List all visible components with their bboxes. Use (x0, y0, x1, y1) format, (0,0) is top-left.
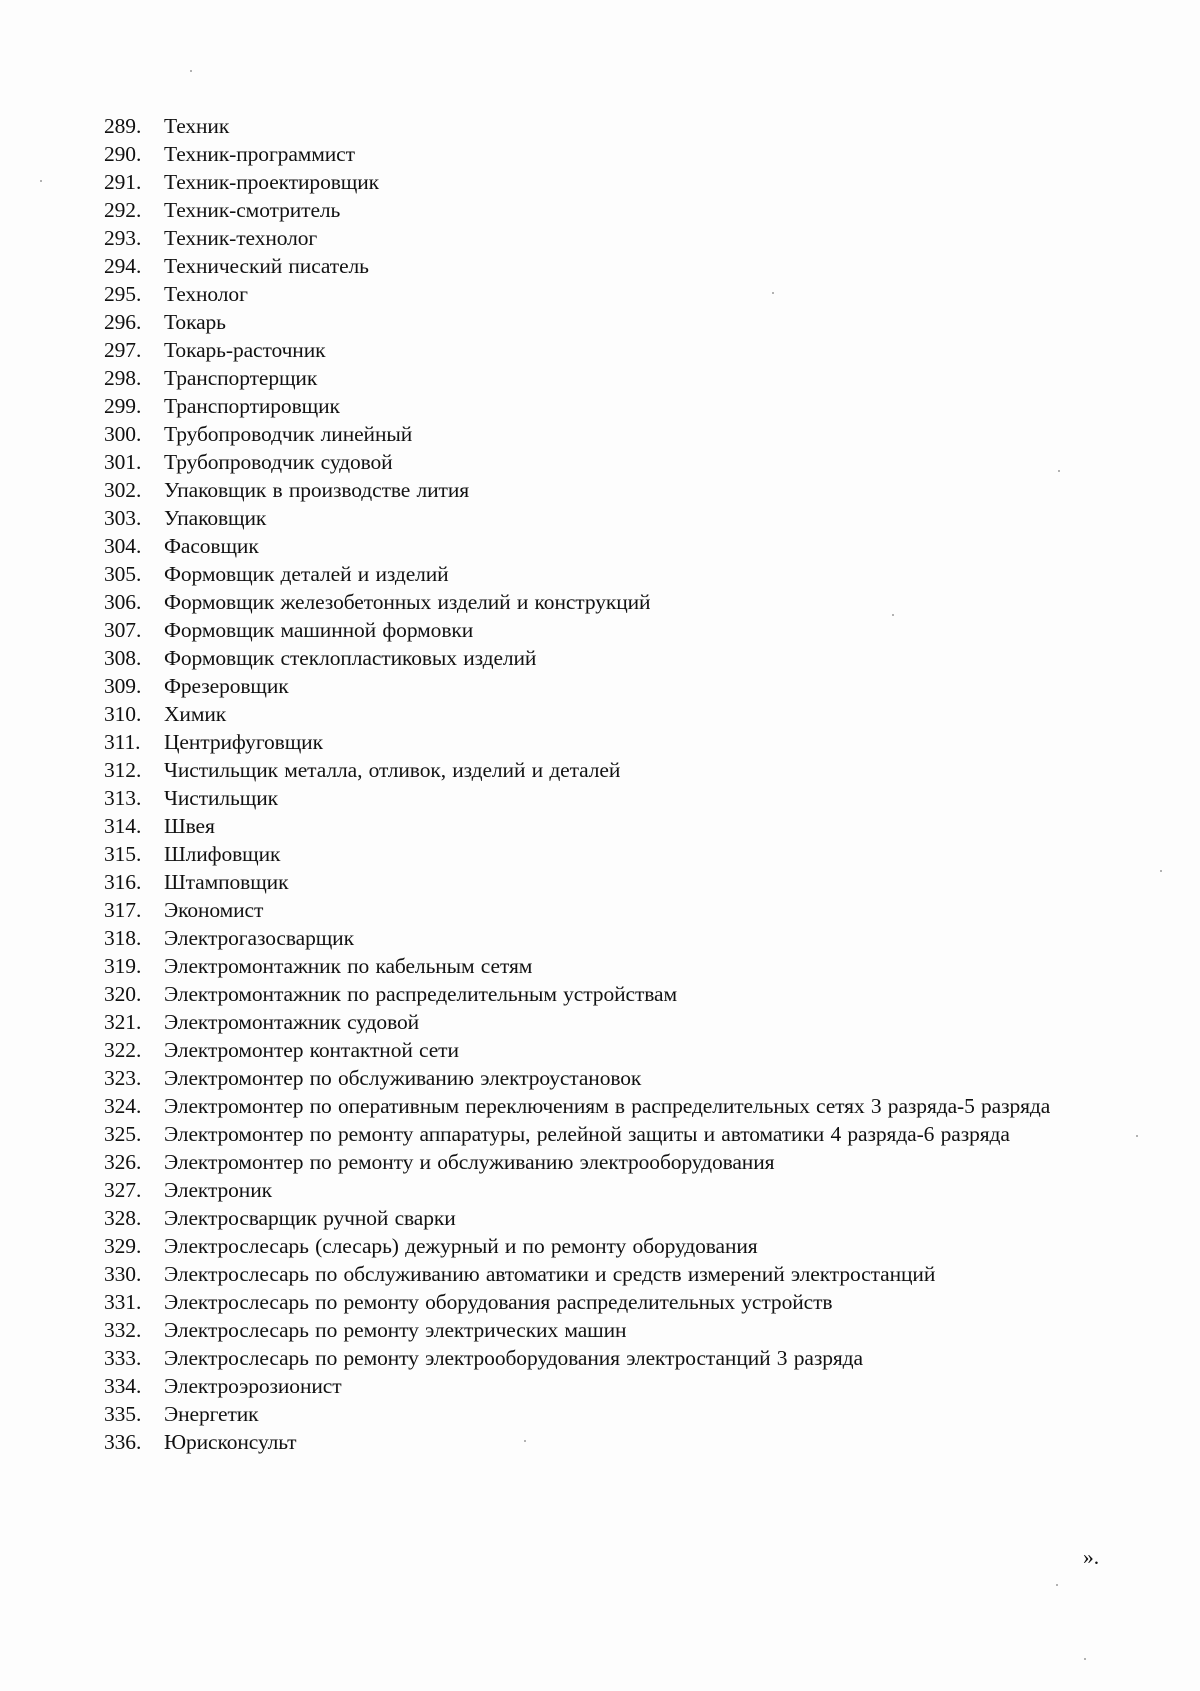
list-item (104, 504, 1104, 532)
list-item (104, 1148, 1104, 1176)
item-text: Электроэрозионист (164, 1374, 342, 1398)
item-number: 293. (104, 226, 142, 250)
item-text: Электросварщик ручной сварки (164, 1206, 456, 1230)
scan-speck (1084, 1658, 1086, 1660)
item-text: Электромонтер по оперативным переключениям в распределительных сетях 3 разряда-5 разряда (164, 1094, 1051, 1118)
item-text: Электрослесарь по ремонту оборудования распределительных устройств (164, 1290, 833, 1314)
item-text: Электромонтер по обслуживанию электроустановок (164, 1066, 642, 1090)
list-item (104, 1176, 1104, 1204)
item-text: Технолог (164, 282, 248, 306)
item-number: 330. (104, 1262, 142, 1286)
item-text: Электроник (164, 1178, 272, 1202)
item-text: Фасовщик (164, 534, 259, 558)
list-item (104, 308, 1104, 336)
item-text: Штамповщик (164, 870, 289, 894)
item-number: 320. (104, 982, 142, 1006)
item-text: Электрослесарь по ремонту электрооборудования электростанций 3 разряда (164, 1346, 863, 1370)
item-text: Энергетик (164, 1402, 259, 1426)
item-text: Электромонтер по ремонту аппаратуры, релейной защиты и автоматики 4 разряда-6 разряда (164, 1122, 1010, 1146)
item-text: Техник-смотритель (164, 198, 341, 222)
item-text: Техник (164, 114, 230, 138)
item-text: Техник-программист (164, 142, 355, 166)
list-item (104, 1400, 1104, 1428)
list-item (104, 588, 1104, 616)
list-item (104, 1064, 1104, 1092)
item-number: 331. (104, 1290, 142, 1314)
item-text: Электромонтер контактной сети (164, 1038, 459, 1062)
list-item (104, 812, 1104, 840)
item-number: 325. (104, 1122, 142, 1146)
item-text: Формовщик деталей и изделий (164, 562, 449, 586)
scan-speck (190, 70, 192, 72)
item-number: 306. (104, 590, 142, 614)
list-item (104, 784, 1104, 812)
item-text: Электромонтажник судовой (164, 1010, 420, 1034)
item-text: Формовщик стеклопластиковых изделий (164, 646, 537, 670)
scan-speck (1136, 1135, 1138, 1137)
profession-list (104, 112, 1104, 1456)
list-item (104, 224, 1104, 252)
item-number: 326. (104, 1150, 142, 1174)
list-item (104, 1008, 1104, 1036)
list-item (104, 1372, 1104, 1400)
item-text: Фрезеровщик (164, 674, 289, 698)
list-item (104, 476, 1104, 504)
item-text: Электрослесарь по обслуживанию автоматики и средств измерений электростанций (164, 1262, 936, 1286)
item-text: Трубопроводчик линейный (164, 422, 413, 446)
item-number: 292. (104, 198, 142, 222)
list-item (104, 140, 1104, 168)
item-number: 322. (104, 1038, 142, 1062)
item-number: 318. (104, 926, 142, 950)
item-number: 301. (104, 450, 142, 474)
list-item (104, 616, 1104, 644)
list-item (104, 1036, 1104, 1064)
item-number: 329. (104, 1234, 142, 1258)
list-item (104, 336, 1104, 364)
item-number: 303. (104, 506, 142, 530)
item-number: 313. (104, 786, 142, 810)
list-item (104, 1316, 1104, 1344)
list-item (104, 392, 1104, 420)
item-number: 324. (104, 1094, 142, 1118)
scan-speck (40, 180, 42, 182)
list-item (104, 112, 1104, 140)
item-text: Электромонтажник по распределительным устройствам (164, 982, 677, 1006)
item-text: Электрогазосварщик (164, 926, 354, 950)
list-item (104, 700, 1104, 728)
scan-speck (772, 292, 774, 294)
list-item (104, 1120, 1104, 1148)
item-text: Транспортерщик (164, 366, 318, 390)
list-item (104, 644, 1104, 672)
scan-speck (1160, 870, 1162, 872)
item-number: 310. (104, 702, 142, 726)
item-number: 302. (104, 478, 142, 502)
scan-speck (1056, 1584, 1058, 1586)
item-number: 317. (104, 898, 142, 922)
list-item (104, 196, 1104, 224)
item-number: 319. (104, 954, 142, 978)
item-text: Токарь (164, 310, 226, 334)
item-text: Чистильщик металла, отливок, изделий и деталей (164, 758, 621, 782)
item-number: 311. (104, 730, 141, 754)
list-item (104, 532, 1104, 560)
item-number: 323. (104, 1066, 142, 1090)
item-number: 297. (104, 338, 142, 362)
list-item (104, 1428, 1104, 1456)
list-item (104, 756, 1104, 784)
list-item (104, 448, 1104, 476)
item-text: Трубопроводчик судовой (164, 450, 393, 474)
item-text: Электромонтажник по кабельным сетям (164, 954, 533, 978)
list-item (104, 1092, 1104, 1120)
item-number: 327. (104, 1178, 142, 1202)
item-number: 296. (104, 310, 142, 334)
item-number: 309. (104, 674, 142, 698)
item-text: Электрослесарь (слесарь) дежурный и по ремонту оборудования (164, 1234, 758, 1258)
list-item (104, 1232, 1104, 1260)
item-number: 315. (104, 842, 142, 866)
item-text: Швея (164, 814, 215, 838)
item-number: 298. (104, 366, 142, 390)
item-number: 321. (104, 1010, 142, 1034)
item-number: 295. (104, 282, 142, 306)
item-number: 334. (104, 1374, 142, 1398)
item-text: Техник-технолог (164, 226, 318, 250)
list-item (104, 560, 1104, 588)
item-number: 307. (104, 618, 142, 642)
item-number: 328. (104, 1206, 142, 1230)
item-number: 304. (104, 534, 142, 558)
item-number: 305. (104, 562, 142, 586)
item-text: Чистильщик (164, 786, 278, 810)
list-item (104, 952, 1104, 980)
list-item (104, 840, 1104, 868)
list-item (104, 896, 1104, 924)
item-number: 332. (104, 1318, 142, 1342)
item-text: Экономист (164, 898, 264, 922)
item-text: Транспортировщик (164, 394, 340, 418)
item-text: Шлифовщик (164, 842, 281, 866)
item-text: Электромонтер по ремонту и обслуживанию электрооборудования (164, 1150, 775, 1174)
item-number: 290. (104, 142, 142, 166)
item-number: 333. (104, 1346, 142, 1370)
list-item (104, 1204, 1104, 1232)
item-text: Электрослесарь по ремонту электрических машин (164, 1318, 627, 1342)
item-number: 316. (104, 870, 142, 894)
list-item (104, 280, 1104, 308)
list-item (104, 868, 1104, 896)
list-item (104, 924, 1104, 952)
item-number: 335. (104, 1402, 142, 1426)
item-text: Формовщик машинной формовки (164, 618, 474, 642)
list-item (104, 1288, 1104, 1316)
item-text: Центрифуговщик (164, 730, 323, 754)
list-item (104, 420, 1104, 448)
list-item (104, 364, 1104, 392)
list-item (104, 1260, 1104, 1288)
item-number: 300. (104, 422, 142, 446)
list-item (104, 672, 1104, 700)
item-number: 299. (104, 394, 142, 418)
item-number: 314. (104, 814, 142, 838)
list-item (104, 1344, 1104, 1372)
scan-speck (524, 1440, 526, 1442)
item-text: Формовщик железобетонных изделий и конструкций (164, 590, 651, 614)
item-text: Техник-проектировщик (164, 170, 379, 194)
closing-quote: ». (1083, 1545, 1100, 1569)
item-text: Токарь-расточник (164, 338, 326, 362)
item-number: 336. (104, 1430, 142, 1454)
item-number: 291. (104, 170, 142, 194)
item-text: Технический писатель (164, 254, 369, 278)
scan-speck (1058, 470, 1060, 472)
item-text: Упаковщик (164, 506, 267, 530)
item-number: 289. (104, 114, 142, 138)
item-number: 312. (104, 758, 142, 782)
list-item (104, 728, 1104, 756)
item-text: Химик (164, 702, 227, 726)
item-number: 308. (104, 646, 142, 670)
scan-speck (892, 614, 894, 616)
list-item (104, 252, 1104, 280)
item-text: Юрисконсульт (164, 1430, 297, 1454)
list-item (104, 168, 1104, 196)
item-number: 294. (104, 254, 142, 278)
item-text: Упаковщик в производстве лития (164, 478, 470, 502)
list-item (104, 980, 1104, 1008)
